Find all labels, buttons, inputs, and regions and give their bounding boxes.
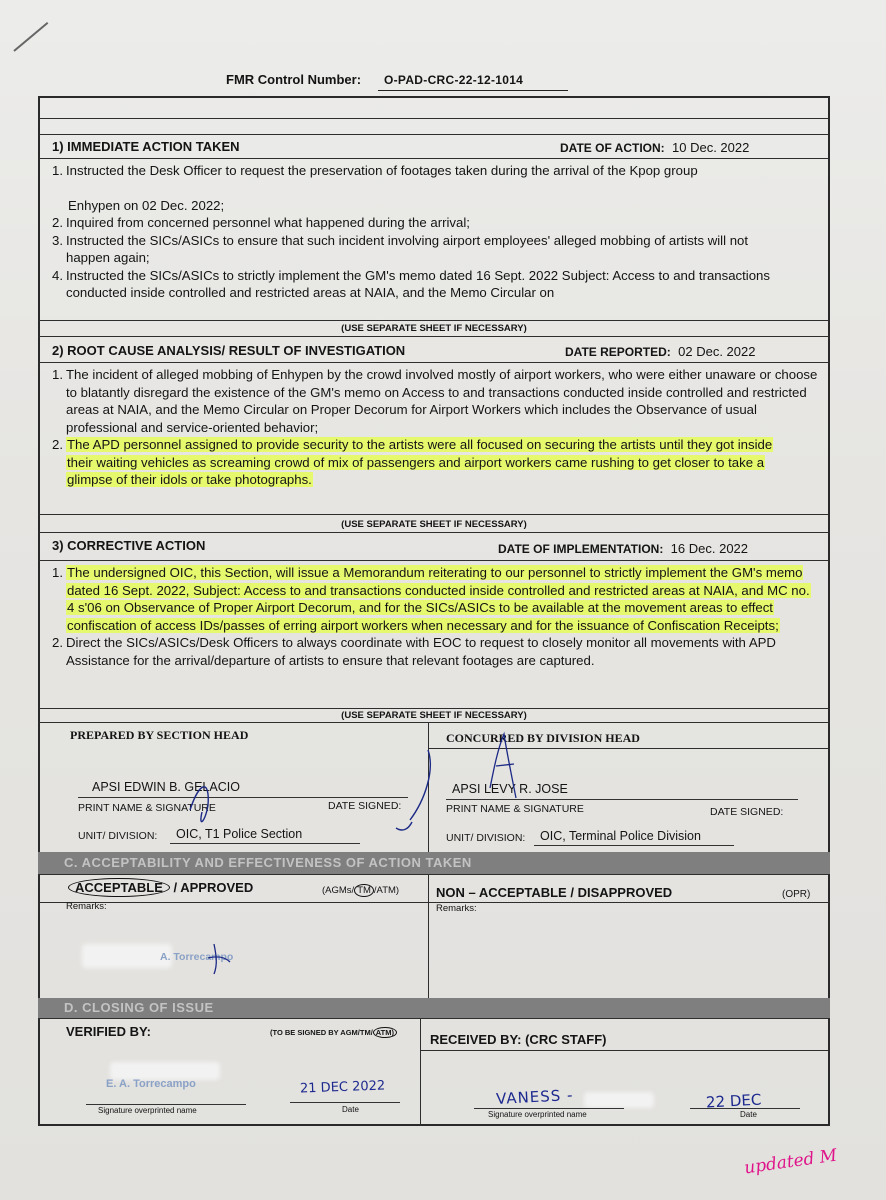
approved-label: / APPROVED [173,880,254,895]
verified-signature-line [86,1104,246,1105]
remarks-label-left: Remarks: [66,901,107,912]
redacted-signature [82,944,172,968]
signature-scribble [200,938,240,978]
pen-scratch [13,22,48,52]
section3-date-label: DATE OF IMPLEMENTATION: [498,542,664,556]
list-item [52,564,824,634]
section2-title: 2) ROOT CAUSE ANALYSIS/ RESULT OF INVESTIGATION [52,343,406,358]
prepared-unit-label: UNIT/ DIVISION: [78,830,158,842]
list-item [52,214,824,232]
verified-note-text: (TO BE SIGNED BY AGM/TM/ [270,1028,373,1037]
item-text: Inquired from concerned personnel what happened during the arrival; [66,215,470,230]
prepared-print-label: PRINT NAME & SIGNATURE [78,802,216,814]
tm-circled: TM [354,884,374,897]
rule [38,362,830,363]
nonacceptable-label: NON – ACCEPTABLE / DISAPPROVED [436,885,673,900]
redacted-name [584,1092,654,1108]
rule [420,1050,830,1051]
agms-label [322,885,399,896]
item-number: 2. [52,437,63,452]
signature-scribble [470,728,530,808]
concurred-date-signed-label: DATE SIGNED: [710,806,784,818]
concurred-unit-value: OIC, Terminal Police Division [540,829,701,843]
rule [38,320,830,321]
section2-date-label: DATE REPORTED: [565,345,671,359]
section3-body [52,564,824,669]
verified-atm-circled: ATM) [373,1027,397,1038]
item-number: 1. [52,565,63,580]
section1-title: 1) IMMEDIATE ACTION TAKEN [52,139,240,154]
section-d-title: D. CLOSING OF ISSUE [64,1000,214,1015]
concurred-unit-line [534,845,734,846]
section1-date-label: DATE OF ACTION: [560,141,665,155]
received-handwritten-name: VANESS - [495,1085,574,1109]
received-date-line [690,1108,800,1109]
verified-date-caption: Date [342,1105,359,1114]
use-separate-sheet-note: (USE SEPARATE SHEET IF NECESSARY) [341,710,527,721]
agms-prefix: (AGMs/ [322,885,355,896]
verified-sig-caption: Signature overprinted name [98,1106,197,1115]
received-date-caption: Date [740,1110,757,1119]
received-label: RECEIVED BY: (CRC STAFF) [430,1032,607,1047]
item-text: Direct the SICs/ASICs/Desk Officers to always coordinate with EOC to request to closely monitor all movements with APD Assistance for the arrival/departure of artists to ensure that relevant footages are captured. [66,635,776,668]
list-item [52,634,824,669]
list-item [52,232,824,267]
section2-body [52,366,824,489]
item-number: 2. [52,635,63,650]
rule [38,722,830,723]
item-text: Instructed the Desk Officer to request the preservation of footages taken during the arrival of the Kpop group [66,163,698,178]
section-c-title: C. ACCEPTABILITY AND EFFECTIVENESS OF ACTION TAKEN [64,855,472,870]
received-handwritten-date: 22 DEC [705,1090,762,1112]
opr-label: (OPR) [782,889,811,900]
section3-date-value: 16 Dec. 2022 [670,541,749,556]
rule [38,158,830,159]
item-text: Enhypen on 02 Dec. 2022; [68,197,225,213]
section3-title: 3) CORRECTIVE ACTION [52,538,206,553]
remarks-label-right: Remarks: [436,903,477,914]
rule [38,134,830,135]
list-item [52,366,824,436]
item-number: 4. [52,267,63,283]
highlighted-item-text: The undersigned OIC, this Section, will issue a Memorandum reiterating to our personnel to strictly implement the GM's memo dated 16 Sept. 2022, Subject: Access to and transactions conducted inside controlled and restricted areas at NAIA, and MC no. 4 s'06 on Observance of Proper Airport Decorum, and for the SICs/ASICs to be available at the movement areas to effect confiscation of access IDs/passes of erring airport workers when necessary and for the issuance of Confiscation Receipts; [67,565,810,633]
verified-stamp-name: E. A. Torrecampo [106,1078,196,1090]
prepared-unit-value: OIC, T1 Police Section [176,827,303,841]
list-item [52,267,824,302]
rule [38,874,830,875]
rule [38,336,830,337]
rule [38,118,830,119]
verified-note [270,1028,397,1037]
concurred-unit-label: UNIT/ DIVISION: [446,832,526,844]
verified-handwritten-date: 21 DEC 2022 [299,1078,386,1097]
rule [38,708,830,709]
list-item [52,436,824,489]
item-text: The incident of alleged mobbing of Enhypen by the crowd involved mostly of airport workers, who were either unaware or choose to blatantly disregard the existence of the GM's memo on Access to and transactions conducted inside controlled and restricted areas at NAIA, and the Memo Circular on Proper Decorum for Airport Workers which includes the Observance of usual professional and service-oriented behavior; [66,367,818,435]
list-item [52,197,824,215]
prepared-date-signed-label: DATE SIGNED: [328,800,402,812]
column-divider [420,1018,421,1126]
section1-date [560,140,749,155]
signature-scribble [180,740,440,850]
column-divider [428,874,429,998]
rule [38,514,830,515]
rule [38,1018,830,1019]
prepared-name: APSI EDWIN B. GELACIO [92,780,240,794]
use-separate-sheet-note: (USE SEPARATE SHEET IF NECESSARY) [341,519,527,530]
section1-body [52,162,824,302]
rule [38,902,830,903]
item-number: 3. [52,232,63,248]
concurred-print-label: PRINT NAME & SIGNATURE [446,803,584,815]
acceptable-row [68,880,253,895]
item-number: 2. [52,215,63,230]
control-number-label: FMR Control Number: [226,72,362,87]
acceptable-label: ACCEPTABLE [68,878,170,897]
handwritten-annotation: updated M [743,1145,839,1179]
section3-date [498,541,748,556]
control-number-underline [378,90,568,91]
item-number: 1. [52,163,63,178]
list-item [52,162,824,180]
use-separate-sheet-note: (USE SEPARATE SHEET IF NECESSARY) [341,323,527,334]
verified-label: VERIFIED BY: [66,1024,151,1039]
verified-date-line [290,1102,400,1103]
highlighted-item-text: The APD personnel assigned to provide security to the artists were all focused on securing the artists until they got inside their waiting vehicles as screaming crowd of mix of passengers and airport workers came rushing to get closer to take a glimpse of their idols or take photographs. [67,437,773,487]
rule [38,532,830,533]
item-number: 1. [52,367,63,382]
prepared-header: PREPARED BY SECTION HEAD [70,728,249,742]
received-signature-line [474,1108,624,1109]
section2-date-value: 02 Dec. 2022 [678,344,756,359]
atm-suffix: /ATM) [373,885,400,896]
section1-date-value: 10 Dec. 2022 [672,140,750,155]
concurred-header: CONCURRED BY DIVISION HEAD [446,731,640,745]
item-text: Instructed the SICs/ASICs to ensure that such incident involving airport employees' alleged mobbing of artists will not happen again; [66,232,749,265]
received-sig-caption: Signature overprinted name [488,1110,587,1119]
stamp-name: A. Torrecampo [160,951,234,963]
section2-date [565,344,755,359]
control-number-value: O-PAD-CRC-22-12-1014 [384,73,524,87]
item-text: Instructed the SICs/ASICs to strictly implement the GM's memo dated 16 Sept. 2022 Subject: Access to and transactions conducted inside controlled and restricted areas at NAIA, and the Memo Circular on [66,267,770,300]
rule [38,560,830,561]
concurred-name: APSI LEVY R. JOSE [452,782,568,796]
